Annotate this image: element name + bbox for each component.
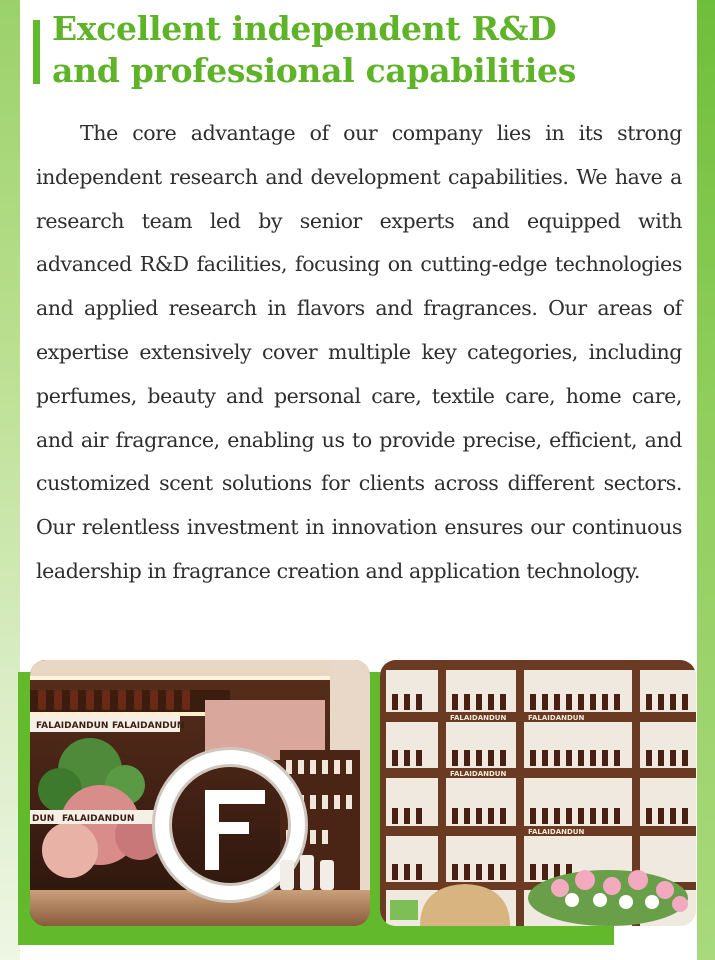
brand-label: FALAIDANDUN xyxy=(62,814,135,824)
heading-accent-bar xyxy=(33,20,40,84)
showroom-illustration xyxy=(30,660,370,926)
showroom-photo xyxy=(30,660,370,926)
section-heading xyxy=(52,8,682,92)
shelf-label: FALAIDANDUN xyxy=(450,770,507,778)
shelf-label: FALAIDANDUN xyxy=(528,714,585,722)
background-right-stripe xyxy=(697,0,715,960)
brand-label: FALAIDANDUN xyxy=(112,721,185,731)
shelf-illustration xyxy=(380,660,696,926)
brand-label: DUN xyxy=(32,814,55,824)
brand-label: FALAIDANDUN xyxy=(36,721,109,731)
shelf-photo xyxy=(380,660,696,926)
shelf-label: FALAIDANDUN xyxy=(450,714,507,722)
body-paragraph: The core advantage of our company lies in its strong independent research and development capabilities. We have a research team led by senior experts and equipped with advanced R&D facilities, focusing on cutting-edge technologies and applied research in flavors and fragrances. Our areas of expertise extensively cover multiple key categories, including perfumes, beauty and personal care, textile care, home care, and air fragrance, enabling us to provide precise, efficient, and customized scent solutions for clients across different sectors. Our relentless investment in innovation ensures our continuous leadership in fragrance creation and application technology. xyxy=(36,121,682,583)
heading-line-1: Excellent independent R&D xyxy=(52,9,557,48)
heading-line-2: and professional capabilities xyxy=(52,51,576,90)
shelf-label: FALAIDANDUN xyxy=(528,828,585,836)
